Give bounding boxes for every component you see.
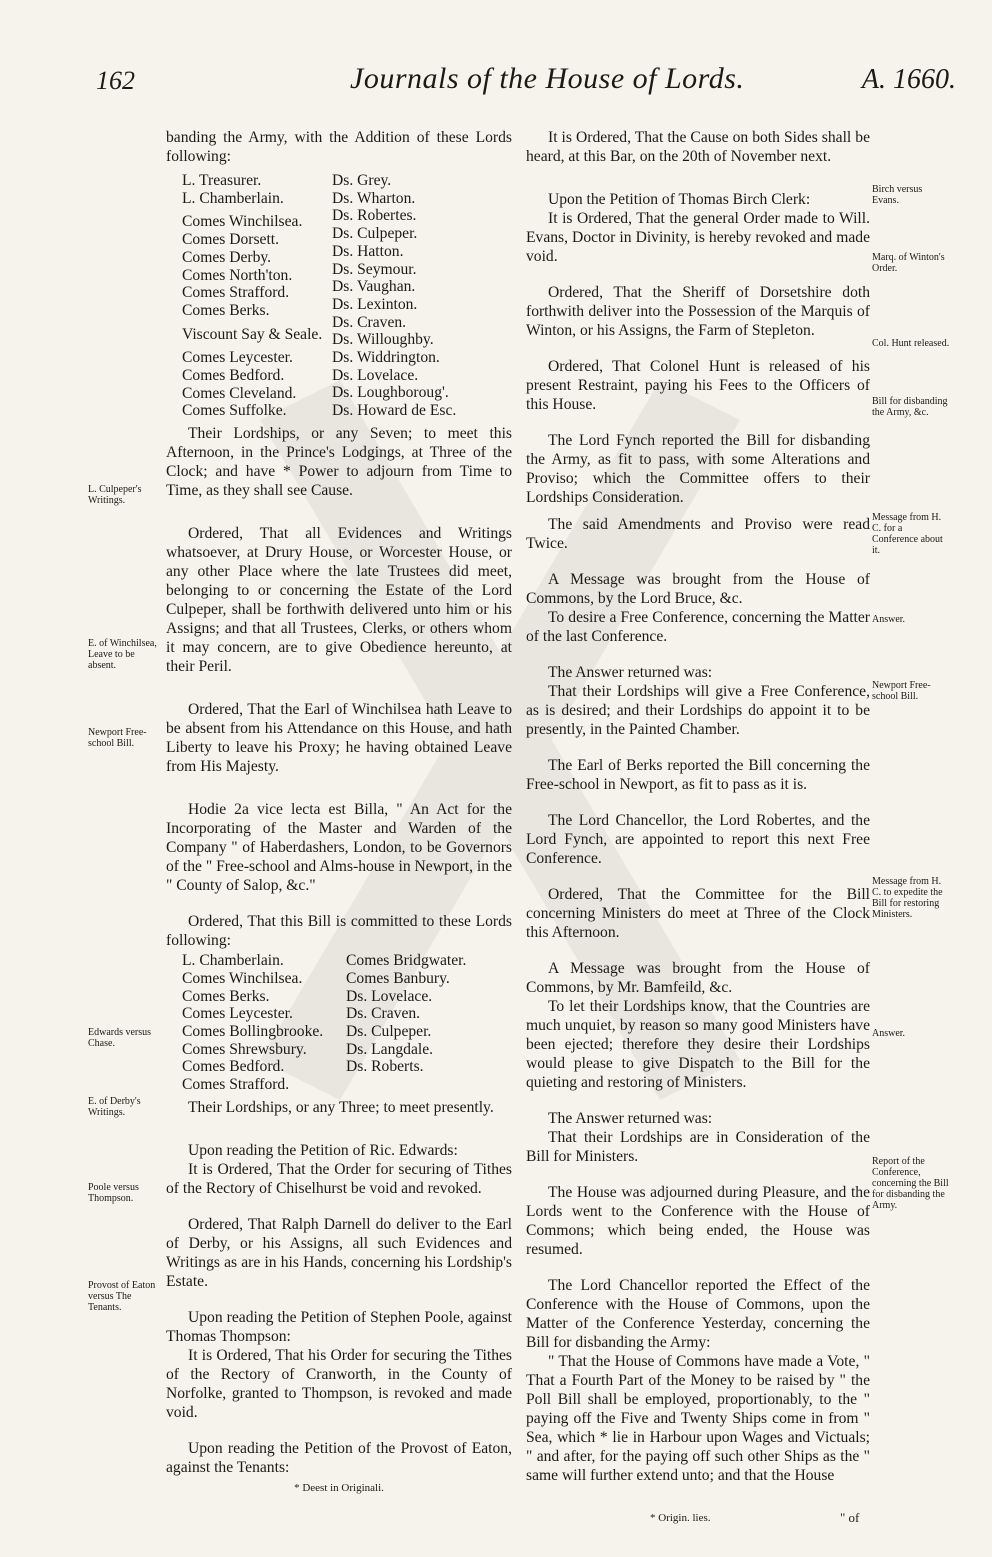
- lord-name: Comes Dorsett.: [182, 231, 280, 249]
- paragraph: A Message was brought from the House of Commons, by Mr. Bamfeild, &c.: [526, 960, 870, 996]
- lord-name: Ds. Widdrington.: [332, 349, 440, 367]
- paragraph: To desire a Free Conference, concerning the Matter of the last Conference.: [526, 609, 870, 645]
- margin-note: Newport Free-school Bill.: [872, 680, 931, 702]
- paragraph: Ordered, That this Bill is committed to these Lords following:: [166, 913, 512, 950]
- paragraph: The Answer returned was:: [548, 664, 713, 681]
- margin-note: Newport Free-school Bill.: [88, 727, 147, 749]
- paragraph: Ordered, That the Earl of Winchilsea hath Leave to be absent from his Attendance on this House, and hath Liberty to leave his Proxy; he having obtained Leave from His Majesty.: [166, 701, 512, 776]
- catchword: " of: [840, 1510, 860, 1525]
- lord-name: Ds. Loughboroug'.: [332, 384, 449, 402]
- lord-name: Ds. Craven.: [332, 313, 407, 331]
- margin-note: Birch versus Evans.: [872, 184, 923, 206]
- paragraph: Ordered, That Ralph Darnell do deliver to the Earl of Derby, or his Assigns, all such Evidences and Writings as are in his Hands, concerning his Lordship's Estate.: [166, 1215, 512, 1290]
- lord-name: L. Treasurer.: [182, 172, 262, 189]
- lord-name: Comes Leycester.: [182, 1005, 293, 1023]
- margin-note: L. Culpeper's Writings.: [88, 484, 142, 506]
- paragraph: The Answer returned was:: [548, 1110, 713, 1127]
- lord-name: Comes Bedford.: [182, 367, 285, 385]
- lords-list: [182, 172, 512, 420]
- right-column: [526, 128, 870, 1485]
- lord-name: Comes Shrewsbury.: [182, 1040, 307, 1058]
- lord-name: Comes Bollingbrooke.: [182, 1022, 324, 1040]
- margin-note: Bill for disbanding the Army, &c.: [872, 396, 948, 418]
- margin-note: E. of Winchilsea, Leave to be absent.: [88, 638, 157, 671]
- lord-name: Ds. Culpeper.: [332, 225, 418, 243]
- margin-note: Message from H. C. for a Conference about it.: [872, 512, 943, 556]
- lord-name: Ds. Vaughan.: [332, 278, 416, 296]
- margin-note: Answer.: [872, 1028, 906, 1039]
- margin-note: Marq. of Winton's Order.: [872, 252, 945, 274]
- footnote: * Deest in Originali.: [294, 1481, 384, 1494]
- lord-name: Ds. Langdale.: [346, 1040, 434, 1058]
- paragraph: It is Ordered, That the general Order made to Will. Evans, Doctor in Divinity, is hereby revoked and made void.: [526, 210, 870, 265]
- paragraph: Ordered, That the Committee for the Bill concerning Ministers do meet at Three of the Clock this Afternoon.: [526, 886, 870, 941]
- lord-name: Comes Cleveland.: [182, 384, 297, 402]
- lord-name: Ds. Willoughby.: [332, 331, 434, 349]
- page-number: 162: [96, 66, 135, 95]
- lord-name: Comes Banbury.: [346, 969, 450, 987]
- lord-name: Ds. Hatton.: [332, 242, 404, 260]
- lord-name: Ds. Roberts.: [346, 1058, 424, 1076]
- paragraph: It is Ordered, That the Cause on both Sides shall be heard, at this Bar, on the 20th of November next.: [526, 129, 870, 165]
- lord-name: L. Chamberlain.: [182, 952, 284, 970]
- paragraph: Ordered, That all Evidences and Writings whatsoever, at Drury House, or Worcester House, or any other Place where the late Trustees did meet, belonging to or concerning the Estate of the Lord Culpeper, shall be forthwith delivered unto him or his Assigns; and that all Trustees, Clerks, or others whom it may concern, are to give Obedience hereunto, at their Peril.: [166, 525, 512, 676]
- paragraph: Upon reading the Petition of Stephen Poole, against Thomas Thompson:: [166, 1308, 512, 1345]
- year-label: A. 1660.: [861, 64, 956, 95]
- paragraph: That their Lordships will give a Free Conference, as is desired; and their Lordships do appoint it to be presently, in the Painted Chamber.: [526, 683, 870, 738]
- paragraph: Hodie 2a vice lecta est Billa, " An Act for the Incorporating of the Master and Warden of the Company " of Haberdashers, London, to be Governors of the " Free-school and Alms-house in Newport, in the " County of Salop, &c.": [166, 801, 512, 895]
- paragraph: The House was adjourned during Pleasure, and the Lords went to the Conference with the House of Commons; which being ended, the House was resumed.: [526, 1184, 870, 1258]
- margin-note: Message from H. C. to expedite the Bill for restoring Ministers.: [872, 876, 943, 920]
- lord-name: Ds. Wharton.: [332, 189, 416, 207]
- margin-note: Report of the Conference, concerning the Bill for disbanding the Army.: [872, 1156, 949, 1211]
- paragraph: Upon reading the Petition of Ric. Edwards:: [188, 1141, 458, 1159]
- paragraph: That their Lordships are in Consideration of the Bill for Ministers.: [526, 1129, 870, 1165]
- lord-name: Comes North'ton.: [182, 266, 293, 284]
- margin-note: E. of Derby's Writings.: [88, 1096, 141, 1118]
- lord-name: Ds. Lovelace.: [346, 987, 433, 1005]
- lord-name: Comes Strafford.: [182, 284, 290, 302]
- lord-name: Comes Bridgwater.: [346, 952, 467, 970]
- lord-name: Comes Strafford.: [182, 1076, 290, 1094]
- lord-name: Comes Derby.: [182, 248, 272, 266]
- paragraph: Upon reading the Petition of the Provost of Eaton, against the Tenants:: [166, 1439, 512, 1476]
- paragraph: Ordered, That Colonel Hunt is released of his present Restraint, paying his Fees to the Officers of this House.: [526, 358, 870, 413]
- margin-note: Edwards versus Chase.: [88, 1027, 152, 1049]
- footnote: * Origin. lies.: [650, 1512, 711, 1524]
- paragraph: Their Lordships, or any Three; to meet presently.: [188, 1098, 494, 1116]
- left-column: [166, 128, 512, 1498]
- lord-name: Ds. Lexinton.: [332, 295, 418, 313]
- lord-name: Comes Winchilsea.: [182, 969, 303, 987]
- lord-name: Ds. Lovelace.: [332, 366, 419, 384]
- lord-name: Ds. Culpeper.: [346, 1022, 432, 1040]
- paragraph: banding the Army, with the Addition of these Lords following:: [166, 129, 512, 165]
- lord-name: L. Chamberlain.: [182, 189, 284, 207]
- paragraph: Their Lordships, or any Seven; to meet this Afternoon, in the Prince's Lodgings, at Three of the Clock; and have * Power to adjourn from Time to Time, as they shall see Cause.: [166, 425, 512, 500]
- margin-note: Col. Hunt released.: [872, 338, 950, 349]
- lord-name: Comes Winchilsea.: [182, 213, 303, 231]
- quoted-paragraph: " That the House of Commons have made a Vote, " That a Fourth Part of the Money to be raised by " the Poll Bill shall be employed, proportionably, to the " paying off the Five and Twenty Ships come in from " Sea, which * lie in Harbour upon Wages and Victuals; " and after, for the paying off such other Ships as the " same will further extend unto; and that the House: [526, 1353, 870, 1484]
- lord-name: Comes Suffolke.: [182, 402, 287, 420]
- paragraph: Ordered, That the Sheriff of Dorsetshire doth forthwith deliver into the Possession of the Marquis of Winton, or his Assigns, the Farm of Stepleton.: [526, 284, 870, 339]
- margin-note: Answer.: [872, 614, 906, 625]
- page-header: [96, 62, 956, 102]
- lord-name: Comes Leycester.: [182, 349, 293, 367]
- lord-name: Ds. Grey.: [332, 172, 392, 189]
- lord-name: Ds. Howard de Esc.: [332, 402, 457, 420]
- paragraph: To let their Lordships know, that the Countries are much unquiet, by reason so many good Ministers have been ejected; therefore they desire their Lordships would please to give Dispatch to the Bill for the quieting and restoring of Ministers.: [526, 998, 870, 1091]
- lords-list: [182, 952, 512, 1094]
- margin-note: Poole versus Thompson.: [88, 1182, 139, 1204]
- lord-name: Ds. Craven.: [346, 1005, 421, 1023]
- paragraph: The Earl of Berks reported the Bill concerning the Free-school in Newport, as fit to pass as it is.: [526, 757, 870, 793]
- journal-title: Journals of the House of Lords.: [350, 62, 745, 95]
- lord-name: Viscount Say & Seale.: [182, 325, 323, 343]
- lord-name: Comes Bedford.: [182, 1058, 285, 1076]
- paragraph: It is Ordered, That his Order for securing the Tithes of the Rectory of Cranworth, in the County of Norfolke, granted to Thompson, is revoked and made void.: [166, 1346, 512, 1421]
- paragraph: Upon the Petition of Thomas Birch Clerk:: [548, 191, 811, 208]
- lord-name: Ds. Seymour.: [332, 260, 417, 278]
- margin-note: Provost of Eaton versus The Tenants.: [88, 1280, 156, 1313]
- paragraph: The Lord Chancellor reported the Effect of the Conference with the House of Commons, upon the Matter of the Conference Yesterday, concerning the Bill for disbanding the Army:: [526, 1277, 870, 1351]
- paragraph: The Lord Chancellor, the Lord Robertes, and the Lord Fynch, are appointed to report this next Free Conference.: [526, 812, 870, 867]
- lord-name: Ds. Robertes.: [332, 207, 417, 225]
- paragraph: The said Amendments and Proviso were read Twice.: [526, 516, 870, 552]
- lord-name: Comes Berks.: [182, 301, 270, 319]
- paragraph: The Lord Fynch reported the Bill for disbanding the Army, as fit to pass, with some Alterations and Proviso; which the Committee offers to their Lordships Consideration.: [526, 432, 870, 506]
- lord-name: Comes Berks.: [182, 987, 270, 1005]
- paragraph: A Message was brought from the House of Commons, by the Lord Bruce, &c.: [526, 571, 870, 607]
- paragraph: It is Ordered, That the Order for securing of Tithes of the Rectory of Chiselhurst be void and revoked.: [166, 1160, 512, 1197]
